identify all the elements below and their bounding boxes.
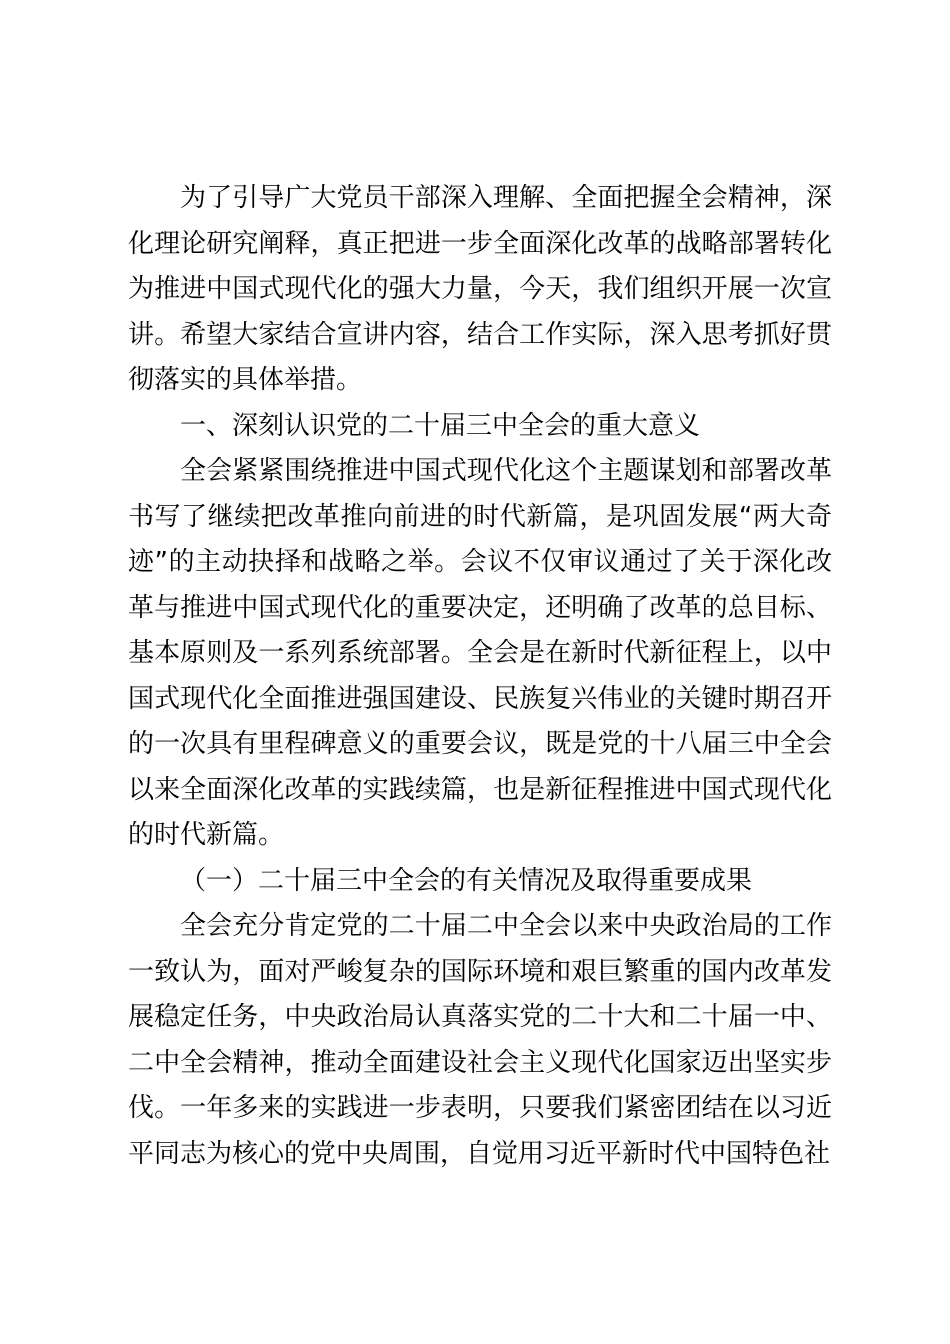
- subsection-heading-1: （一）二十届三中全会的有关情况及取得重要成果: [180, 865, 753, 896]
- section-heading-1: 一、深刻认识党的二十届三中全会的重大意义: [180, 410, 701, 441]
- subsection-1-paragraph: 全会充分肯定党的二十届二中全会以来中央政治局的工作一致认为，面对严峻复杂的国际环境和艰巨繁重的国内改革发展稳定任务，中央政治局认真落实党的二十大和二十届一中、二中全会精神，推动全面建设社会主义现代化国家迈出坚实步伐。一年多来的实践进一步表明，只要我们紧密团结在以习近平同志为核心的党中央周围，自觉用习近平新时代中国特色社: [128, 911, 832, 1169]
- intro-paragraph: 为了引导广大党员干部深入理解、全面把握全会精神，深化理论研究阐释，真正把进一步全面深化改革的战略部署转化为推进中国式现代化的强大力量，今天，我们组织开展一次宣讲。希望大家结合宣讲内容，结合工作实际，深入思考抓好贯彻落实的具体举措。: [128, 183, 832, 395]
- document-body: [128, 176, 832, 1177]
- section-1-paragraph: 全会紧紧围绕推进中国式现代化这个主题谋划和部署改革书写了继续把改革推向前进的时代新篇，是巩固发展“两大奇迹”的主动抉择和战略之举。会议不仅审议通过了关于深化改革与推进中国式现代化的重要决定，还明确了改革的总目标、基本原则及一系列系统部署。全会是在新时代新征程上，以中国式现代化全面推进强国建设、民族复兴伟业的关键时期召开的一次具有里程碑意义的重要会议，既是党的十八届三中全会以来全面深化改革的实践续篇，也是新征程推进中国式现代化的时代新篇。: [128, 456, 832, 850]
